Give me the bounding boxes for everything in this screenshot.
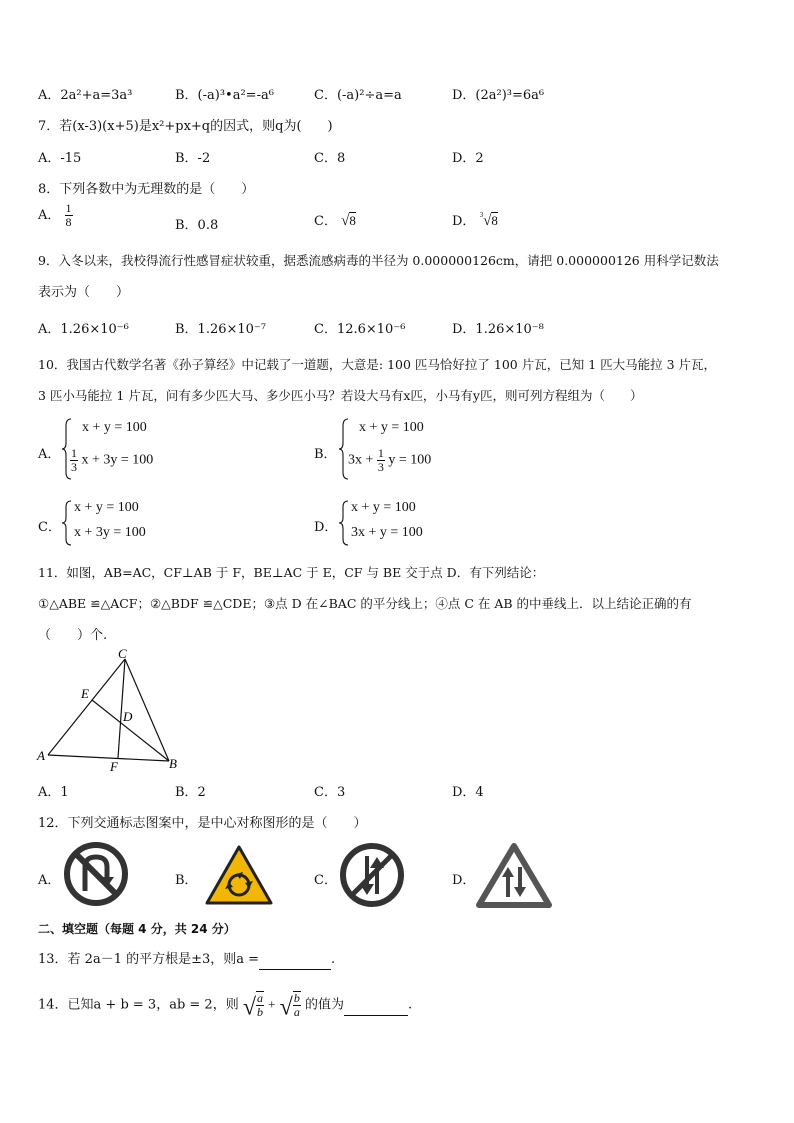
q14-frac-ab-den: b	[257, 1005, 264, 1019]
brace-icon	[61, 500, 73, 546]
q9-option-a: A．1.26×10⁻⁶	[38, 322, 129, 337]
q12-option-d-label: D．	[452, 873, 476, 888]
q8-option-c-label: C．	[314, 214, 337, 229]
q11-tail: （ ）个.	[38, 628, 108, 643]
q8-c-radicand: 8	[349, 213, 356, 228]
q13-text: 13．若 2a－1 的平方根是±3，则a =	[38, 952, 260, 967]
q10-a-eq2-rest: x + 3y = 100	[81, 452, 154, 468]
q8-option-d	[452, 210, 498, 230]
section-2-title: 二、填空题（每题 4 分，共 24 分）	[38, 922, 236, 936]
q6-option-b: B．(-a)³•a²=-a⁶	[175, 88, 274, 103]
q8-d-index: 3	[479, 211, 484, 219]
q14-frac-ba-num: b	[293, 991, 300, 1005]
q9-option-b: B．1.26×10⁻⁷	[175, 322, 267, 337]
q8-option-a-label: A．	[38, 208, 61, 223]
q10-b-frac-num: 1	[377, 446, 384, 460]
q10-option-c-label: C．	[38, 520, 61, 535]
q13-period: .	[331, 952, 336, 967]
q11-stem: 11．如图，AB=AC，CF⊥AB 于 F，BE⊥AC 于 E，CF 与 BE 交于点 D．有下列结论：	[38, 565, 545, 580]
q10-a-fraction	[70, 447, 78, 474]
q12-option-a-label: A．	[38, 873, 61, 888]
q12-stem: 12．下列交通标志图案中，是中心对称图形的是（ ）	[38, 816, 367, 831]
q6-option-a: A．2a²+a=3a³	[38, 88, 133, 103]
segment-AC	[48, 659, 125, 755]
q11-option-d: D．4	[452, 785, 484, 800]
q7-option-d: D．2	[452, 151, 484, 166]
q10-option-d-label: D．	[314, 520, 338, 535]
q10-d-eq1: x + y = 100	[351, 500, 416, 515]
sqrt-symbol-icon: √	[279, 994, 293, 1021]
q11-option-a: A．1	[38, 785, 69, 800]
q14-frac-ab-num: a	[257, 991, 264, 1005]
two-way-traffic-warning-sign-icon	[476, 843, 552, 909]
q9-option-c: C．12.6×10⁻⁶	[314, 322, 406, 337]
q7-stem: 7．若(x-3)(x+5)是x²+px+q的因式，则q为( )	[38, 119, 333, 134]
q8-option-a-fraction	[65, 202, 73, 229]
q10-c-eq1: x + y = 100	[74, 500, 139, 515]
q10-option-b-label: B．	[314, 447, 337, 462]
q14-frac-ab	[256, 991, 264, 1019]
q10-b-eq2-post: y = 100	[388, 452, 432, 468]
q8-option-c	[314, 210, 356, 230]
q14-mid: 的值为	[304, 997, 344, 1013]
q14-frac-ba	[293, 991, 301, 1019]
label-E: E	[81, 686, 89, 701]
q11-triangle-figure	[30, 644, 190, 776]
q8-d-radicand: 8	[491, 213, 498, 228]
q10-b-eq2	[348, 447, 431, 474]
q7-option-c: C．8	[314, 151, 346, 166]
sqrt-symbol-icon: √	[341, 213, 350, 229]
q7-option-a: A．-15	[38, 151, 82, 166]
label-C: C	[118, 646, 127, 661]
q10-a-eq2	[70, 447, 153, 474]
roundabout-warning-sign-icon	[205, 845, 273, 905]
q6-option-c: C．(-a)²÷a=a	[314, 88, 402, 103]
label-B: B	[169, 756, 177, 771]
q14-answer-blank[interactable]	[344, 1000, 408, 1016]
q10-b-eq2-pre: 3x +	[348, 452, 374, 468]
q7-option-b: B．-2	[175, 151, 211, 166]
q9-stem-line1: 9．入冬以来，我校得流行性感冒症状较重，据悉流感病毒的半径为 0.000000126cm，请把 0.000000126 用科学记数法	[38, 253, 719, 268]
q8-option-a	[38, 202, 73, 229]
q14	[38, 991, 412, 1022]
no-two-way-sign-icon	[339, 842, 405, 908]
q10-a-frac-num: 1	[71, 446, 77, 460]
q10-c-eq2: x + 3y = 100	[74, 525, 146, 540]
label-F: F	[110, 759, 118, 774]
q9-option-d: D．1.26×10⁻⁸	[452, 322, 544, 337]
q10-d-eq2: 3x + y = 100	[351, 525, 423, 540]
q10-stem-line1: 10．我国古代数学名著《孙子算经》中记载了一道题，大意是: 100 匹马恰好拉了 100 片瓦，已知 1 匹大马能拉 3 片瓦，	[38, 357, 717, 372]
q13	[38, 948, 335, 970]
q14-period: .	[407, 997, 413, 1013]
no-u-turn-sign-icon	[63, 841, 129, 907]
q13-answer-blank[interactable]	[259, 954, 331, 970]
cbrt-symbol-icon: √	[483, 213, 492, 229]
q8-option-d-label: D．	[452, 214, 476, 229]
q10-b-frac-den: 3	[377, 460, 384, 474]
segment-AB	[48, 755, 169, 761]
q8-stem: 8．下列各数中为无理数的是（ ）	[38, 182, 255, 197]
q14-text: 14．已知a + b = 3，ab = 2，则	[38, 997, 239, 1013]
q12-option-c-label: C．	[314, 873, 337, 888]
q10-stem-line2: 3 匹小马能拉 1 片瓦，问有多少匹大马、多少匹小马？若设大马有x匹，小马有y匹，则可列方程组为（ ）	[38, 388, 643, 403]
q8-a-denominator: 8	[65, 215, 72, 229]
q14-plus: +	[268, 996, 276, 1012]
q12-option-b-label: B．	[175, 873, 198, 888]
label-A: A	[37, 748, 45, 763]
q6-option-d: D．(2a²)³=6a⁶	[452, 88, 545, 103]
q8-option-b: B．0.8	[175, 218, 219, 233]
brace-icon	[338, 500, 350, 546]
q8-a-numerator: 1	[65, 201, 72, 215]
q14-frac-ba-den: a	[293, 1005, 300, 1019]
q10-a-eq1: x + y = 100	[82, 420, 147, 435]
q11-option-c: C．3	[314, 785, 346, 800]
label-D: D	[123, 709, 133, 724]
q9-stem-line2: 表示为（ ）	[38, 285, 130, 300]
q10-option-a-label: A．	[38, 447, 61, 462]
q10-a-frac-den: 3	[71, 460, 77, 474]
q11-option-b: B．2	[175, 785, 206, 800]
sqrt-symbol-icon: √	[242, 994, 257, 1021]
q11-conclusions: ①△ABE ≌△ACF；②△BDF ≌△CDE；③点 D 在∠BAC 的平分线上；④点 C 在 AB 的中垂线上．以上结论正确的有	[38, 596, 692, 611]
q10-b-fraction	[377, 447, 385, 474]
q10-b-eq1: x + y = 100	[359, 420, 424, 435]
